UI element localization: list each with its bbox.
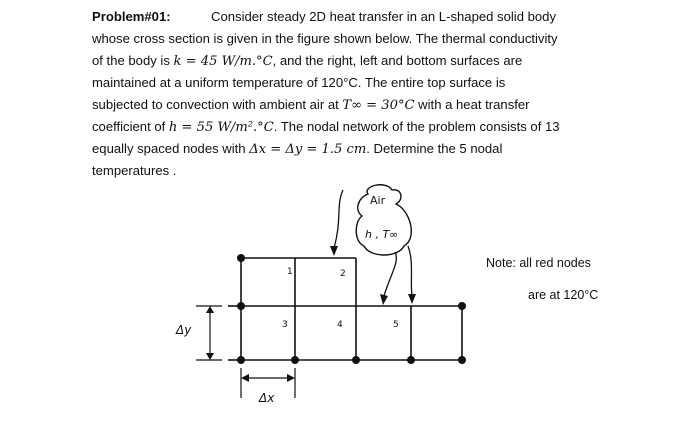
arrowhead-right <box>408 294 416 304</box>
problem-text-6b: . The nodal network of the problem consists of 13 <box>273 119 560 134</box>
arrowhead-middle <box>380 294 388 305</box>
node-dot <box>458 356 466 364</box>
problem-text-8: temperatures . <box>92 163 177 178</box>
heat-transfer-coefficient-expression: h = 55 W/m².°C <box>168 120 274 135</box>
problem-text-7a: equally spaced nodes with <box>92 141 250 156</box>
node-label-3: 3 <box>282 320 288 330</box>
node-dot <box>458 302 466 310</box>
convection-arrow-middle <box>384 252 396 296</box>
dy-dimension <box>196 306 222 360</box>
problem-text-7b: . Determine the 5 nodal <box>366 141 503 156</box>
node-dot <box>237 356 245 364</box>
problem-text-1: Consider steady 2D heat transfer in an L-shaped solid body <box>211 9 557 24</box>
dy-arrow-up <box>206 306 214 313</box>
problem-text-5b: with a heat transfer <box>414 97 530 112</box>
problem-text-2: whose cross section is given in the figure shown below. The thermal conductivity <box>92 31 558 46</box>
problem-text-3b: , and the right, left and bottom surfaces are <box>272 53 523 68</box>
node-label-1: 1 <box>287 267 293 277</box>
convection-arrow-left <box>334 190 343 248</box>
problem-text-5a: subjected to convection with ambient air at <box>92 97 343 112</box>
boundary-nodes <box>237 254 466 364</box>
node-label-4: 4 <box>337 320 343 330</box>
convection-arrow-right <box>408 246 412 296</box>
node-label-5: 5 <box>393 320 399 330</box>
air-label: Air <box>370 194 386 207</box>
convection-label: h , T∞ <box>365 228 399 241</box>
problem-label: Problem#01: <box>92 9 171 24</box>
node-dot <box>407 356 415 364</box>
dx-arrow-right <box>287 374 295 382</box>
dx-arrow-left <box>241 374 249 382</box>
ambient-temperature-expression: T∞ = 30°C <box>342 98 415 113</box>
arrowhead-left <box>330 246 338 256</box>
node-dot <box>237 302 245 310</box>
note-line-2: are at 120°C <box>528 288 599 302</box>
problem-text-6a: coefficient of <box>92 119 169 134</box>
node-spacing-expression: Δx = Δy = 1.5 cm <box>249 142 367 157</box>
note-line-1: Note: all red nodes <box>486 256 591 270</box>
node-dot <box>352 356 360 364</box>
problem-text-4: maintained at a uniform temperature of 120°C. The entire top surface is <box>92 75 506 90</box>
node-label-2: 2 <box>340 269 346 279</box>
dy-label: Δy <box>176 323 192 337</box>
dy-arrow-down <box>206 353 214 360</box>
conductivity-expression: k = 45 W/m.°C <box>173 54 273 69</box>
problem-text-3a: of the body is <box>92 53 174 68</box>
dx-label: Δx <box>259 391 275 405</box>
node-dot <box>291 356 299 364</box>
node-dot <box>237 254 245 262</box>
